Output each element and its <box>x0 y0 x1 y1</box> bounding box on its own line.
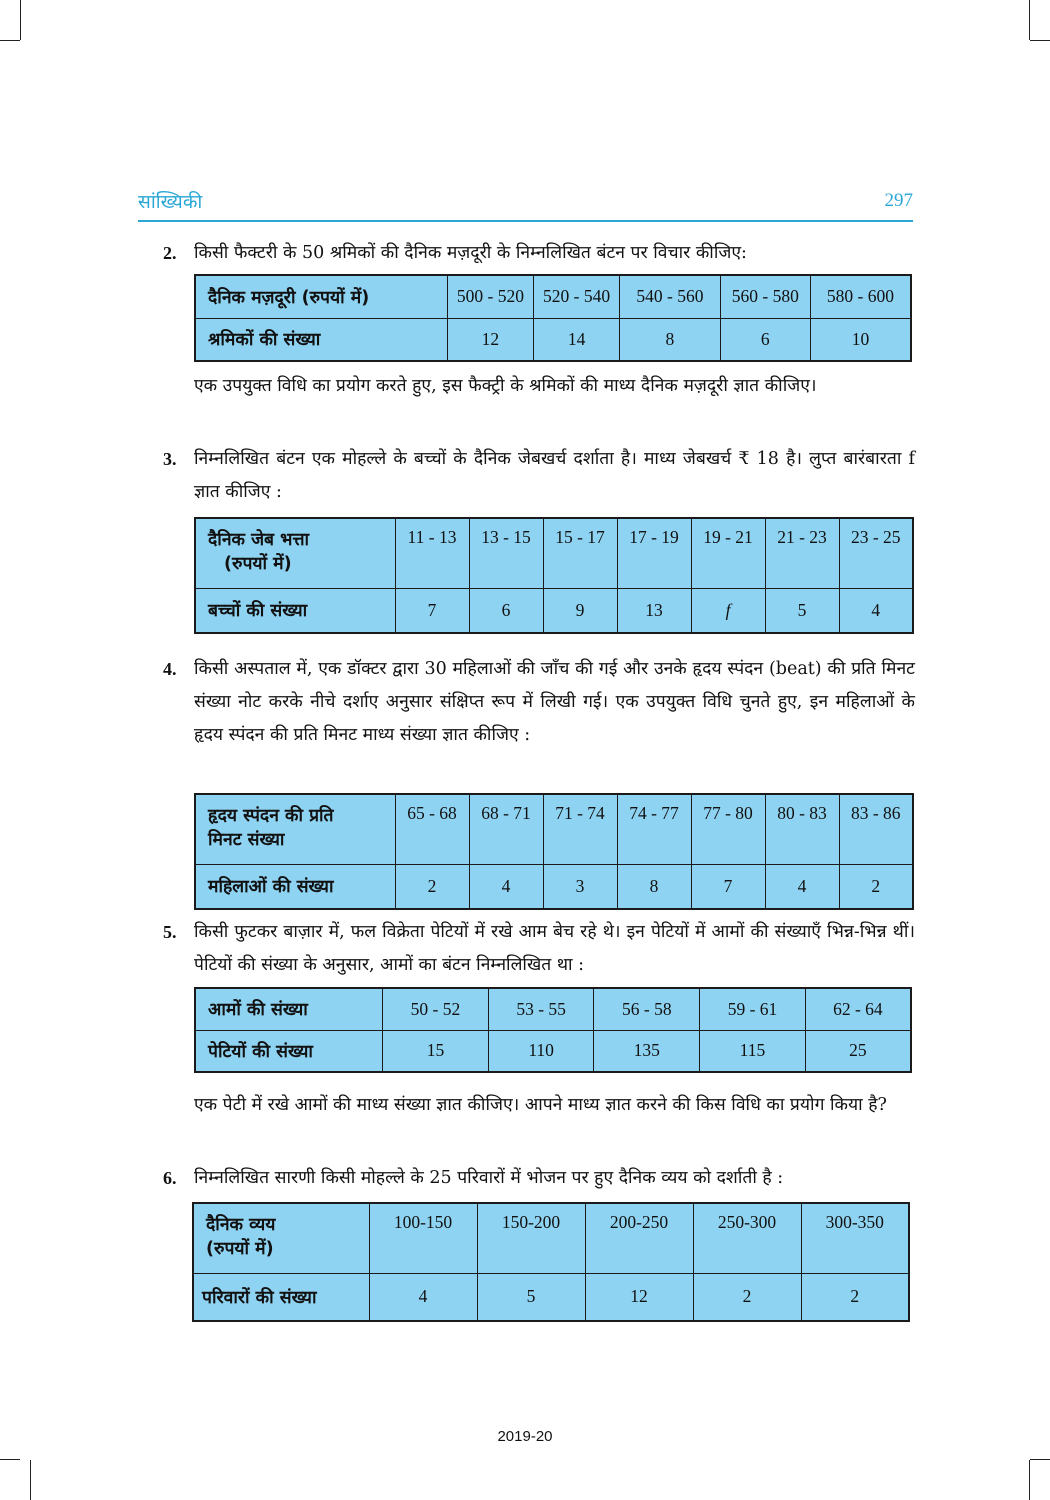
table-cell: 7 <box>395 588 469 633</box>
table-cell: 300-350 <box>801 1203 909 1273</box>
row-label: बच्चों की संख्या <box>195 588 395 633</box>
table-cell: 23 - 25 <box>839 518 913 588</box>
question-6 <box>163 1162 915 1195</box>
table-cell: 83 - 86 <box>839 794 913 864</box>
table-cell: 14 <box>534 318 620 361</box>
table-cell: 71 - 74 <box>543 794 617 864</box>
crop-mark <box>1029 1460 1030 1500</box>
heartbeat-table <box>194 793 914 910</box>
table-row <box>195 864 913 909</box>
row-label-line: (रुपयों में) <box>206 1239 274 1259</box>
table-cell: 6 <box>720 318 810 361</box>
table-cell: 520 - 540 <box>534 275 620 318</box>
wage-table <box>194 274 912 362</box>
question-4 <box>163 653 915 752</box>
row-label: पेटियों की संख्या <box>195 1030 383 1072</box>
table-cell: 68 - 71 <box>469 794 543 864</box>
row-label <box>195 518 395 588</box>
question-text: किसी फैक्टरी के 50 श्रमिकों की दैनिक मज़दूरी के निम्नलिखित बंटन पर विचार कीजिए: <box>194 243 747 263</box>
crop-mark <box>1030 1459 1050 1460</box>
table-row <box>195 275 911 318</box>
chapter-title: सांख्यिकी <box>138 191 203 213</box>
table-cell: 4 <box>469 864 543 909</box>
table-cell: 19 - 21 <box>691 518 765 588</box>
table-cell: 540 - 560 <box>620 275 721 318</box>
table-cell: 250-300 <box>693 1203 801 1273</box>
table-cell: 59 - 61 <box>700 988 806 1030</box>
table-row <box>195 794 913 864</box>
table-cell: 5 <box>765 588 839 633</box>
question-2 <box>163 237 915 270</box>
question-text: निम्नलिखित बंटन एक मोहल्ले के बच्चों के दैनिक जेबखर्च दर्शाता है। माध्य जेबखर्च ₹ 18 है। लुप्त बारंबारता f ज्ञात कीजिए : <box>194 449 915 502</box>
page-footer: 2019-20 <box>497 1428 553 1445</box>
table-row <box>195 518 913 588</box>
table-cell: 4 <box>839 588 913 633</box>
row-label-line: हृदय स्पंदन की प्रति <box>208 806 334 826</box>
crop-mark <box>30 1460 31 1500</box>
table-cell: 2 <box>839 864 913 909</box>
table-cell: 500 - 520 <box>447 275 533 318</box>
question-number: 3. <box>163 449 177 469</box>
mango-table <box>194 987 912 1073</box>
table-cell: 2 <box>801 1273 909 1321</box>
table-cell: 21 - 23 <box>765 518 839 588</box>
table-cell: 15 <box>383 1030 489 1072</box>
question-5 <box>163 916 915 982</box>
question-number: 6. <box>163 1168 177 1188</box>
table-cell: 5 <box>477 1273 585 1321</box>
table-cell: 6 <box>469 588 543 633</box>
table-cell: 65 - 68 <box>395 794 469 864</box>
table-cell: 10 <box>810 318 911 361</box>
question-text: किसी अस्पताल में, एक डॉक्टर द्वारा 30 महिलाओं की जाँच की गई और उनके हृदय स्पंदन (beat) की प्रति मिनट संख्या नोट करके नीचे दर्शाए अनुसार संक्षिप्त रूप में लिखी गई। एक उपयुक्त विधि चुनते हुए, इन महिलाओं के हृदय स्पंदन की प्रति मिनट माध्य संख्या ज्ञात कीजिए : <box>194 659 915 745</box>
table-cell: 11 - 13 <box>395 518 469 588</box>
table-row <box>195 588 913 633</box>
table-cell: 7 <box>691 864 765 909</box>
row-label: परिवारों की संख्या <box>193 1273 369 1321</box>
question-number: 5. <box>163 922 177 942</box>
table-cell: 13 - 15 <box>469 518 543 588</box>
row-label: महिलाओं की संख्या <box>195 864 395 909</box>
table-cell: 2 <box>693 1273 801 1321</box>
question-3 <box>163 443 915 509</box>
table-cell: 12 <box>585 1273 693 1321</box>
table-cell: 150-200 <box>477 1203 585 1273</box>
table-cell: 4 <box>765 864 839 909</box>
row-label: दैनिक मज़दूरी (रुपयों में) <box>195 275 447 318</box>
table-cell: 115 <box>700 1030 806 1072</box>
question-text: निम्नलिखित सारणी किसी मोहल्ले के 25 परिवारों में भोजन पर हुए दैनिक व्यय को दर्शाती है : <box>194 1168 784 1188</box>
crop-mark <box>0 40 20 41</box>
row-label: आमों की संख्या <box>195 988 383 1030</box>
row-label-line: मिनट संख्या <box>208 830 285 850</box>
page-header <box>138 188 913 222</box>
crop-mark <box>1029 0 1030 40</box>
table-cell: 580 - 600 <box>810 275 911 318</box>
row-label <box>193 1203 369 1273</box>
crop-mark <box>1030 40 1050 41</box>
question-number: 2. <box>163 243 177 263</box>
table-row <box>195 988 911 1030</box>
crop-mark <box>20 0 21 40</box>
table-cell: 4 <box>369 1273 477 1321</box>
row-label-line: दैनिक व्यय <box>206 1215 276 1235</box>
expenditure-table <box>192 1202 910 1322</box>
table-cell: 53 - 55 <box>488 988 594 1030</box>
table-cell: 62 - 64 <box>805 988 911 1030</box>
table-cell: 135 <box>594 1030 700 1072</box>
table-cell: 560 - 580 <box>720 275 810 318</box>
question-text: किसी फुटकर बाज़ार में, फल विक्रेता पेटियों में रखे आम बेच रहे थे। इन पेटियों में आमों की संख्याएँ भिन्न-भिन्न थीं। पेटियों की संख्या के अनुसार, आमों का बंटन निम्नलिखित था : <box>194 922 915 975</box>
table-cell: 2 <box>395 864 469 909</box>
row-label <box>195 794 395 864</box>
table-cell: 12 <box>447 318 533 361</box>
table-cell: 15 - 17 <box>543 518 617 588</box>
row-label: श्रमिकों की संख्या <box>195 318 447 361</box>
table-cell: 56 - 58 <box>594 988 700 1030</box>
table-cell: 100-150 <box>369 1203 477 1273</box>
table-cell: 9 <box>543 588 617 633</box>
table-row <box>193 1203 909 1273</box>
page-number: 297 <box>884 190 913 211</box>
table-cell: 110 <box>488 1030 594 1072</box>
row-label-line: (रुपयों में) <box>224 554 292 574</box>
crop-mark <box>0 1459 20 1460</box>
table-cell: 17 - 19 <box>617 518 691 588</box>
table-cell: 25 <box>805 1030 911 1072</box>
table-cell: 200-250 <box>585 1203 693 1273</box>
table-cell: 3 <box>543 864 617 909</box>
table-cell: 8 <box>620 318 721 361</box>
table-row <box>193 1273 909 1321</box>
row-label-line: दैनिक जेब भत्ता <box>208 530 310 550</box>
question-5-followup: एक पेटी में रखे आमों की माध्य संख्या ज्ञात कीजिए। आपने माध्य ज्ञात करने की किस विधि का प्रयोग किया है? <box>194 1095 887 1115</box>
table-cell: 77 - 80 <box>691 794 765 864</box>
pocket-money-table <box>194 517 914 634</box>
table-cell: 74 - 77 <box>617 794 691 864</box>
table-cell: 50 - 52 <box>383 988 489 1030</box>
question-2-followup: एक उपयुक्त विधि का प्रयोग करते हुए, इस फैक्ट्री के श्रमिकों की माध्य दैनिक मज़दूरी ज्ञात कीजिए। <box>194 376 817 396</box>
question-number: 4. <box>163 659 177 679</box>
table-cell: 80 - 83 <box>765 794 839 864</box>
table-row <box>195 318 911 361</box>
table-cell: 8 <box>617 864 691 909</box>
table-cell: 13 <box>617 588 691 633</box>
table-cell: f <box>691 588 765 633</box>
table-row <box>195 1030 911 1072</box>
